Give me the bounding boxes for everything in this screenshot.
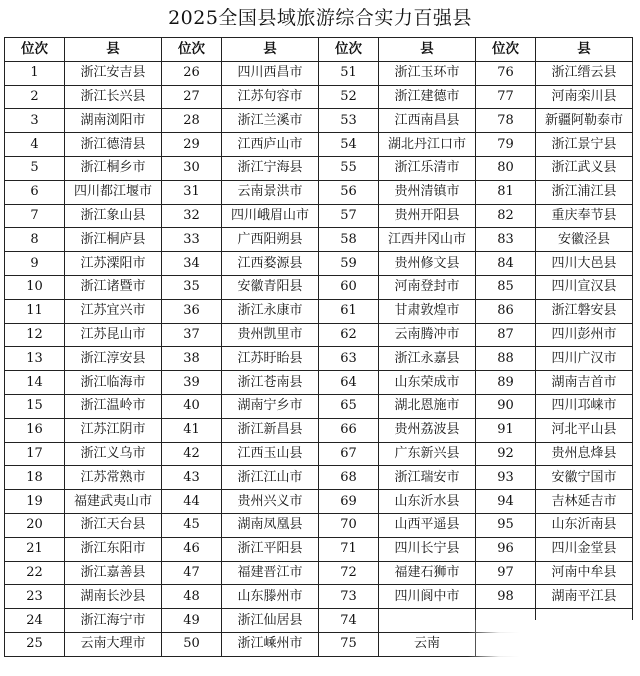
county-cell: 四川邛崃市 [536, 394, 633, 418]
rank-cell: 51 [319, 61, 379, 85]
county-cell: 浙江平阳县 [222, 537, 319, 561]
county-cell: 江西玉山县 [222, 442, 319, 466]
rank-cell: 69 [319, 490, 379, 514]
rank-cell: 23 [5, 585, 65, 609]
county-cell: 山东沂水县 [379, 490, 476, 514]
county-cell: 湖北恩施市 [379, 394, 476, 418]
county-cell: 江苏昆山市 [65, 323, 162, 347]
rank-cell: 27 [162, 85, 222, 109]
county-cell: 浙江天台县 [65, 513, 162, 537]
table-row [5, 561, 633, 585]
county-cell: 福建武夷山市 [65, 490, 162, 514]
rank-cell: 28 [162, 109, 222, 133]
rank-cell: 60 [319, 275, 379, 299]
rank-cell: 43 [162, 466, 222, 490]
rank-cell: 9 [5, 252, 65, 276]
rank-cell: 2 [5, 85, 65, 109]
rank-cell: 90 [476, 394, 536, 418]
county-cell: 浙江温岭市 [65, 394, 162, 418]
rank-cell: 6 [5, 180, 65, 204]
county-cell: 浙江新昌县 [222, 418, 319, 442]
rank-cell: 67 [319, 442, 379, 466]
county-cell: 江西井冈山市 [379, 228, 476, 252]
rank-cell: 25 [5, 632, 65, 656]
rank-cell: 77 [476, 85, 536, 109]
county-cell: 福建石狮市 [379, 561, 476, 585]
fade-overlay [468, 620, 640, 676]
rank-cell: 52 [319, 85, 379, 109]
table-row [5, 228, 633, 252]
county-cell: 四川广汉市 [536, 347, 633, 371]
county-cell: 湖南长沙县 [65, 585, 162, 609]
county-cell: 贵州修文县 [379, 252, 476, 276]
rank-cell: 59 [319, 252, 379, 276]
county-cell: 四川大邑县 [536, 252, 633, 276]
rank-cell: 19 [5, 490, 65, 514]
county-cell: 贵州兴义市 [222, 490, 319, 514]
rank-cell: 96 [476, 537, 536, 561]
rank-cell: 85 [476, 275, 536, 299]
rank-cell: 78 [476, 109, 536, 133]
rank-cell: 91 [476, 418, 536, 442]
rank-cell: 12 [5, 323, 65, 347]
county-cell: 甘肃敦煌市 [379, 299, 476, 323]
county-cell: 浙江安吉县 [65, 61, 162, 85]
header-county: 县 [65, 38, 162, 62]
rank-cell: 74 [319, 609, 379, 633]
rank-cell: 13 [5, 347, 65, 371]
table-row [5, 61, 633, 85]
county-cell: 江苏宜兴市 [65, 299, 162, 323]
county-cell: 浙江乐清市 [379, 156, 476, 180]
rank-cell: 89 [476, 371, 536, 395]
rank-cell: 80 [476, 156, 536, 180]
county-cell: 浙江桐庐县 [65, 228, 162, 252]
rank-cell: 66 [319, 418, 379, 442]
county-cell: 浙江兰溪市 [222, 109, 319, 133]
county-cell: 湖南凤凰县 [222, 513, 319, 537]
county-cell: 浙江淳安县 [65, 347, 162, 371]
county-cell: 吉林延吉市 [536, 490, 633, 514]
rank-cell: 42 [162, 442, 222, 466]
rank-cell: 76 [476, 61, 536, 85]
header-county: 县 [536, 38, 633, 62]
county-cell: 浙江东阳市 [65, 537, 162, 561]
table-row [5, 252, 633, 276]
county-cell: 浙江宁海县 [222, 156, 319, 180]
county-cell: 贵州息烽县 [536, 442, 633, 466]
rank-cell: 84 [476, 252, 536, 276]
table-row [5, 347, 633, 371]
county-cell: 浙江瑞安市 [379, 466, 476, 490]
county-cell: 四川金堂县 [536, 537, 633, 561]
county-cell: 湖南平江县 [536, 585, 633, 609]
rank-cell: 30 [162, 156, 222, 180]
county-cell: 浙江永康市 [222, 299, 319, 323]
county-cell: 江苏盱眙县 [222, 347, 319, 371]
county-cell: 江苏江阴市 [65, 418, 162, 442]
rank-cell: 57 [319, 204, 379, 228]
header-rank: 位次 [319, 38, 379, 62]
county-cell: 四川宣汉县 [536, 275, 633, 299]
table-row [5, 299, 633, 323]
rank-cell: 70 [319, 513, 379, 537]
rank-cell: 8 [5, 228, 65, 252]
county-cell: 广东新兴县 [379, 442, 476, 466]
rank-cell: 11 [5, 299, 65, 323]
rank-cell: 73 [319, 585, 379, 609]
county-cell: 四川长宁县 [379, 537, 476, 561]
county-cell: 江苏句容市 [222, 85, 319, 109]
county-cell: 江西婺源县 [222, 252, 319, 276]
county-cell: 四川彭州市 [536, 323, 633, 347]
rank-cell: 35 [162, 275, 222, 299]
rank-cell: 32 [162, 204, 222, 228]
county-cell: 湖南浏阳市 [65, 109, 162, 133]
rank-cell: 65 [319, 394, 379, 418]
rank-cell: 20 [5, 513, 65, 537]
table-row [5, 490, 633, 514]
county-cell: 山西平遥县 [379, 513, 476, 537]
county-cell: 四川西昌市 [222, 61, 319, 85]
county-cell: 安徽宁国市 [536, 466, 633, 490]
county-cell: 江苏常熟市 [65, 466, 162, 490]
county-cell: 山东沂南县 [536, 513, 633, 537]
rank-cell: 92 [476, 442, 536, 466]
rank-cell: 54 [319, 133, 379, 157]
rank-cell: 68 [319, 466, 379, 490]
rank-cell: 72 [319, 561, 379, 585]
rank-cell: 46 [162, 537, 222, 561]
county-cell: 安徽青阳县 [222, 275, 319, 299]
table-row [5, 133, 633, 157]
county-cell: 山东滕州市 [222, 585, 319, 609]
county-cell: 河北平山县 [536, 418, 633, 442]
header-county: 县 [222, 38, 319, 62]
county-cell: 浙江象山县 [65, 204, 162, 228]
rank-cell: 41 [162, 418, 222, 442]
county-cell: 浙江苍南县 [222, 371, 319, 395]
county-cell: 江苏溧阳市 [65, 252, 162, 276]
county-cell: 浙江景宁县 [536, 133, 633, 157]
table-row [5, 537, 633, 561]
rank-cell: 81 [476, 180, 536, 204]
county-cell: 山东荣成市 [379, 371, 476, 395]
rank-cell: 15 [5, 394, 65, 418]
rank-cell: 97 [476, 561, 536, 585]
county-cell: 贵州开阳县 [379, 204, 476, 228]
county-cell: 云南景洪市 [222, 180, 319, 204]
county-cell: 四川都江堰市 [65, 180, 162, 204]
county-cell: 云南腾冲市 [379, 323, 476, 347]
header-rank: 位次 [162, 38, 222, 62]
table-row [5, 323, 633, 347]
table-row [5, 418, 633, 442]
county-cell: 贵州荔波县 [379, 418, 476, 442]
county-cell: 广西阳朔县 [222, 228, 319, 252]
county-cell: 新疆阿勒泰市 [536, 109, 633, 133]
table-body [5, 61, 633, 656]
rank-cell: 40 [162, 394, 222, 418]
rank-cell: 71 [319, 537, 379, 561]
county-cell: 四川峨眉山市 [222, 204, 319, 228]
rank-cell: 95 [476, 513, 536, 537]
county-cell: 浙江武义县 [536, 156, 633, 180]
rank-cell: 16 [5, 418, 65, 442]
rank-cell: 48 [162, 585, 222, 609]
county-cell [379, 609, 476, 633]
rank-cell: 36 [162, 299, 222, 323]
rank-cell: 38 [162, 347, 222, 371]
rank-cell: 45 [162, 513, 222, 537]
rank-cell: 22 [5, 561, 65, 585]
rank-cell: 56 [319, 180, 379, 204]
rank-cell: 55 [319, 156, 379, 180]
rank-cell: 58 [319, 228, 379, 252]
county-cell: 浙江浦江县 [536, 180, 633, 204]
county-cell: 浙江永嘉县 [379, 347, 476, 371]
rank-cell: 37 [162, 323, 222, 347]
rank-cell: 61 [319, 299, 379, 323]
rank-cell: 26 [162, 61, 222, 85]
county-cell: 贵州凯里市 [222, 323, 319, 347]
county-cell: 湖南宁乡市 [222, 394, 319, 418]
county-cell: 湖南吉首市 [536, 371, 633, 395]
county-cell: 重庆奉节县 [536, 204, 633, 228]
rank-cell: 10 [5, 275, 65, 299]
county-cell: 福建晋江市 [222, 561, 319, 585]
rank-cell: 44 [162, 490, 222, 514]
rank-cell: 31 [162, 180, 222, 204]
rank-cell: 98 [476, 585, 536, 609]
rank-cell: 49 [162, 609, 222, 633]
header-rank: 位次 [5, 38, 65, 62]
county-cell: 浙江海宁市 [65, 609, 162, 633]
county-cell: 浙江嘉善县 [65, 561, 162, 585]
table-row [5, 585, 633, 609]
rank-cell: 7 [5, 204, 65, 228]
county-cell: 浙江义乌市 [65, 442, 162, 466]
county-cell: 浙江桐乡市 [65, 156, 162, 180]
county-cell: 浙江玉环市 [379, 61, 476, 85]
ranking-table [4, 37, 633, 657]
rank-cell: 1 [5, 61, 65, 85]
page-title: 2025全国县域旅游综合实力百强县 [168, 7, 472, 29]
table-row [5, 275, 633, 299]
rank-cell: 34 [162, 252, 222, 276]
rank-cell: 50 [162, 632, 222, 656]
rank-cell: 82 [476, 204, 536, 228]
county-cell: 江西南昌县 [379, 109, 476, 133]
rank-cell: 94 [476, 490, 536, 514]
header-row [5, 38, 633, 62]
county-cell: 河南中牟县 [536, 561, 633, 585]
rank-cell: 87 [476, 323, 536, 347]
rank-cell: 21 [5, 537, 65, 561]
county-cell: 浙江建德市 [379, 85, 476, 109]
rank-cell: 39 [162, 371, 222, 395]
table-row [5, 394, 633, 418]
rank-cell: 24 [5, 609, 65, 633]
county-cell: 浙江诸暨市 [65, 275, 162, 299]
rank-cell: 5 [5, 156, 65, 180]
rank-cell: 79 [476, 133, 536, 157]
table-row [5, 442, 633, 466]
county-cell: 浙江嵊州市 [222, 632, 319, 656]
rank-cell: 93 [476, 466, 536, 490]
rank-cell: 18 [5, 466, 65, 490]
county-cell: 浙江江山市 [222, 466, 319, 490]
county-cell: 江西庐山市 [222, 133, 319, 157]
table-row [5, 85, 633, 109]
rank-cell: 4 [5, 133, 65, 157]
county-cell: 湖北丹江口市 [379, 133, 476, 157]
county-cell: 安徽泾县 [536, 228, 633, 252]
county-cell: 四川阆中市 [379, 585, 476, 609]
county-cell: 贵州清镇市 [379, 180, 476, 204]
county-cell: 云南大理市 [65, 632, 162, 656]
rank-cell: 62 [319, 323, 379, 347]
rank-cell: 88 [476, 347, 536, 371]
table-row [5, 204, 633, 228]
table-row [5, 156, 633, 180]
rank-cell: 75 [319, 632, 379, 656]
county-cell: 浙江缙云县 [536, 61, 633, 85]
county-cell: 浙江磐安县 [536, 299, 633, 323]
rank-cell: 53 [319, 109, 379, 133]
rank-cell: 3 [5, 109, 65, 133]
table-row [5, 513, 633, 537]
rank-cell: 83 [476, 228, 536, 252]
rank-cell: 14 [5, 371, 65, 395]
county-cell: 浙江长兴县 [65, 85, 162, 109]
county-cell: 浙江德清县 [65, 133, 162, 157]
header-county: 县 [379, 38, 476, 62]
table-row [5, 109, 633, 133]
rank-cell: 64 [319, 371, 379, 395]
rank-cell: 29 [162, 133, 222, 157]
rank-cell: 63 [319, 347, 379, 371]
table-row [5, 466, 633, 490]
county-cell: 河南栾川县 [536, 85, 633, 109]
county-cell: 河南登封市 [379, 275, 476, 299]
county-cell: 浙江仙居县 [222, 609, 319, 633]
rank-cell: 33 [162, 228, 222, 252]
county-cell: 云南 [379, 632, 476, 656]
rank-cell: 47 [162, 561, 222, 585]
rank-cell: 86 [476, 299, 536, 323]
table-row [5, 371, 633, 395]
table-row [5, 180, 633, 204]
county-cell: 浙江临海市 [65, 371, 162, 395]
header-rank: 位次 [476, 38, 536, 62]
rank-cell: 17 [5, 442, 65, 466]
